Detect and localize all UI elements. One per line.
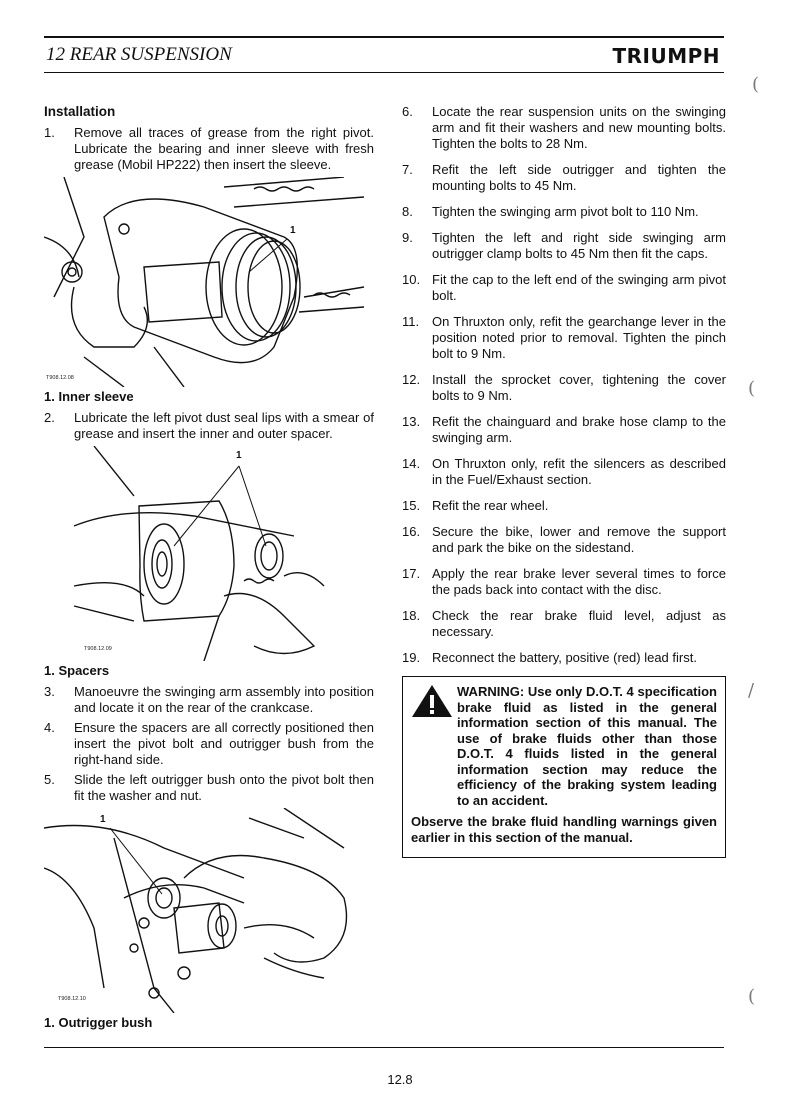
figure-caption: 1. Outrigger bush [44, 1015, 153, 1030]
step-text: On Thruxton only, refit the gearchange lever in the position noted prior to removal. Tighten the pinch bolt to 9 Nm. [432, 314, 726, 361]
step-text: Check the rear brake fluid level, adjust as necessary. [432, 608, 726, 639]
right-column [402, 104, 726, 858]
figure-spacers [44, 446, 374, 661]
step-text: Secure the bike, lower and remove the support and park the bike on the sidestand. [432, 524, 726, 555]
step-15 [402, 498, 726, 514]
step-3 [44, 684, 374, 716]
margin-mark: ( [748, 986, 756, 1007]
step-18 [402, 608, 726, 640]
figure-outrigger-bush [44, 808, 374, 1013]
step-number: 5. [44, 772, 55, 787]
step-text: Remove all traces of grease from the right pivot. Lubricate the bearing and inner sleeve with fresh grease (Mobil HP222) then insert the sleeve. [74, 125, 374, 172]
step-10 [402, 272, 726, 304]
inner-sleeve-illustration [44, 177, 374, 387]
figure-code: T908.12.08 [46, 375, 74, 381]
step-number: 19. [402, 650, 421, 665]
step-text: On Thruxton only, refit the silencers as described in the Fuel/Exhaust section. [432, 456, 726, 487]
step-6 [402, 104, 726, 152]
outrigger-bush-illustration [44, 808, 374, 1013]
step-text: Lubricate the left pivot dust seal lips with a smear of grease and insert the inner and outer spacer. [74, 410, 374, 441]
step-number: 18. [402, 608, 421, 623]
step-text: Fit the cap to the left end of the swinging arm pivot bolt. [432, 272, 726, 303]
step-2 [44, 410, 374, 442]
step-number: 3. [44, 684, 55, 699]
step-text: Refit the left side outrigger and tighten the mounting bolts to 45 Nm. [432, 162, 726, 193]
step-9 [402, 230, 726, 262]
step-number: 6. [402, 104, 413, 119]
footer-rule [44, 1047, 724, 1048]
warning-text: WARNING: Use only D.O.T. 4 specification brake fluid as listed in the general information section of this manual. The use of brake fluids other than those D.O.T. 4 fluids listed in the general information section may reduce the efficiency of the braking system leading to an accident. [457, 684, 717, 808]
header-bottom-rule [44, 72, 724, 73]
step-19 [402, 650, 726, 666]
warning-box [402, 676, 726, 858]
step-number: 8. [402, 204, 413, 219]
header-top-rule [44, 36, 724, 38]
step-number: 9. [402, 230, 413, 245]
step-number: 17. [402, 566, 421, 581]
step-number: 15. [402, 498, 421, 513]
figure-code: T908.12.10 [58, 996, 86, 1002]
step-number: 14. [402, 456, 421, 471]
brand-logo: TRIUMPH [612, 44, 720, 68]
step-text: Apply the rear brake lever several times to force the pads back into contact with the disc. [432, 566, 726, 597]
step-text: Manoeuvre the swinging arm assembly into position and locate it on the rear of the crankcase. [74, 684, 374, 715]
figure-callout: 1 [236, 450, 242, 461]
step-8 [402, 204, 726, 220]
step-13 [402, 414, 726, 446]
page-number: 12.8 [387, 1072, 413, 1087]
left-column [44, 104, 374, 1036]
figure-caption: 1. Spacers [44, 663, 110, 678]
step-7 [402, 162, 726, 194]
step-4 [44, 720, 374, 768]
step-number: 12. [402, 372, 421, 387]
step-number: 7. [402, 162, 413, 177]
warning-note: Observe the brake fluid handling warnings given earlier in this section of the manual. [411, 814, 717, 845]
step-14 [402, 456, 726, 488]
margin-mark: ( [748, 378, 756, 399]
step-text: Reconnect the battery, positive (red) lead first. [432, 650, 697, 665]
step-text: Refit the rear wheel. [432, 498, 549, 513]
step-text: Ensure the spacers are all correctly positioned then insert the pivot bolt and outrigger bush from the right-hand side. [74, 720, 374, 767]
step-text: Tighten the swinging arm pivot bolt to 110 Nm. [432, 204, 699, 219]
step-16 [402, 524, 726, 556]
step-number: 11. [402, 314, 420, 329]
step-12 [402, 372, 726, 404]
section-heading: Installation [44, 104, 116, 119]
figure-callout: 1 [290, 225, 296, 236]
step-text: Slide the left outrigger bush onto the pivot bolt then fit the washer and nut. [74, 772, 374, 803]
step-1 [44, 125, 374, 173]
step-number: 16. [402, 524, 421, 539]
margin-mark: / [748, 680, 755, 701]
step-text: Refit the chainguard and brake hose clamp to the swinging arm. [432, 414, 726, 445]
figure-caption: 1. Inner sleeve [44, 389, 134, 404]
spacers-illustration [44, 446, 374, 661]
step-text: Locate the rear suspension units on the swinging arm and fit their washers and new mounting bolts. Tighten the bolts to 28 Nm. [432, 104, 726, 151]
margin-mark: ( [752, 74, 760, 95]
step-number: 1. [44, 125, 55, 140]
step-11 [402, 314, 726, 362]
step-5 [44, 772, 374, 804]
page-header [44, 28, 724, 78]
step-number: 4. [44, 720, 55, 735]
figure-code: T908.12.09 [84, 646, 112, 652]
step-text: Tighten the left and right side swinging arm outrigger clamp bolts to 45 Nm then fit the caps. [432, 230, 726, 261]
figure-inner-sleeve [44, 177, 374, 387]
step-number: 13. [402, 414, 421, 429]
figure-callout: 1 [100, 814, 106, 825]
chapter-title: 12 REAR SUSPENSION [46, 44, 232, 65]
step-number: 10. [402, 272, 421, 287]
step-17 [402, 566, 726, 598]
warning-triangle-icon [411, 684, 453, 718]
step-number: 2. [44, 410, 55, 425]
step-text: Install the sprocket cover, tightening the cover bolts to 9 Nm. [432, 372, 726, 403]
